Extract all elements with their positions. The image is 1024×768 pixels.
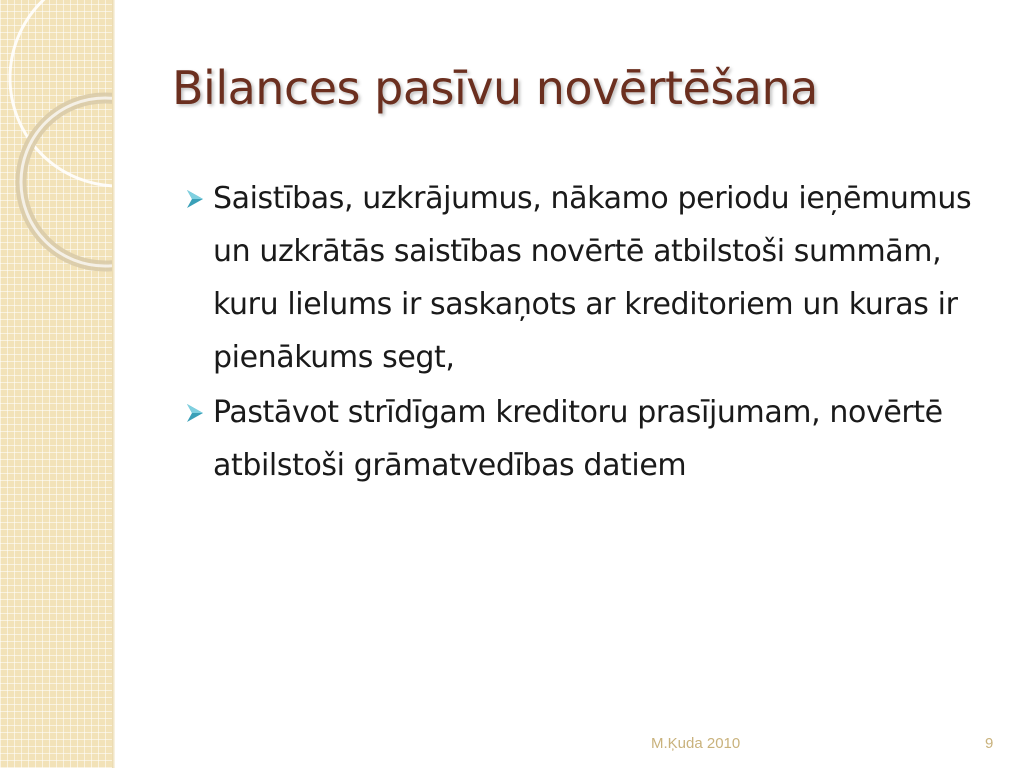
arrow-bullet-icon (184, 188, 206, 210)
bullet-item (180, 386, 980, 492)
bullet-list (180, 172, 980, 494)
footer-author: M.Ķuda 2010 (651, 735, 741, 752)
side-panel-edge (112, 0, 115, 768)
page-number: 9 (985, 735, 994, 752)
bullet-text: Pastāvot strīdīgam kreditoru prasījumam, novērtē atbilstoši grāmatvedības datiem (213, 395, 943, 483)
slide-title: Bilances pasīvu novērtēšana (172, 61, 818, 115)
decorative-side-panel (0, 0, 112, 768)
decorative-circles (0, 0, 112, 768)
bullet-item (180, 172, 980, 384)
arrow-bullet-icon (184, 402, 206, 424)
bullet-text: Saistības, uzkrājumus, nākamo periodu ieņēmumus un uzkrātās saistības novērtē atbilstoši summām, kuru lielums ir saskaņots ar kreditoriem un kuras ir pienākums segt, (213, 181, 972, 375)
